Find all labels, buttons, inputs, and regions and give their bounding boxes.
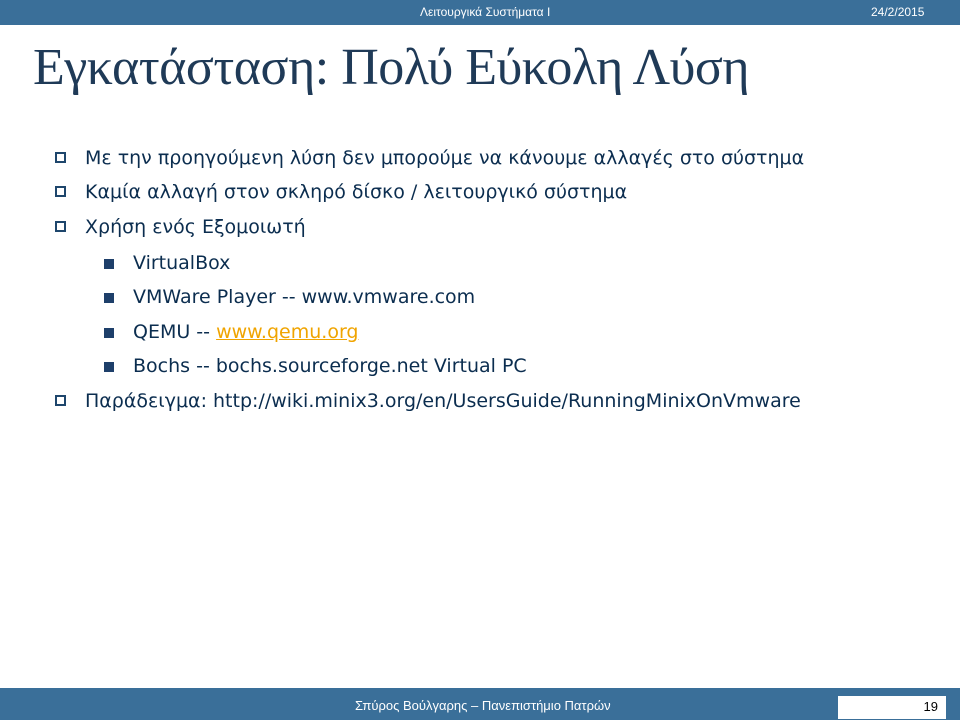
slide-date: 24/2/2015 xyxy=(871,5,925,19)
bullet-text: Με την προηγούμενη λύση δεν μπορούμε να κάνουμε αλλαγές στο σύστημα xyxy=(85,147,805,169)
course-title: Λειτουργικά Συστήματα Ι xyxy=(420,5,551,19)
page-number-box xyxy=(837,695,947,720)
footer-bar xyxy=(0,688,960,720)
bullet-text: Παράδειγμα: http://wiki.minix3.org/en/UsersGuide/RunningMinixOnVmware xyxy=(85,390,801,412)
bullet-text: Χρήση ενός Εξομοιωτή xyxy=(85,216,306,238)
filled-square-bullet-icon xyxy=(104,259,114,269)
hollow-square-bullet-icon xyxy=(55,395,66,406)
footer-author: Σπύρος Βούλγαρης – Πανεπιστήμιο Πατρών xyxy=(355,698,611,713)
hollow-square-bullet-icon xyxy=(55,152,66,163)
filled-square-bullet-icon xyxy=(104,328,114,338)
filled-square-bullet-icon xyxy=(104,293,114,303)
page-number: 19 xyxy=(923,699,938,714)
sub-bullet-text: VirtualBox xyxy=(133,252,231,274)
bullet-text: Καμία αλλαγή στον σκληρό δίσκο / λειτουργικό σύστημα xyxy=(85,181,628,203)
hollow-square-bullet-icon xyxy=(55,186,66,197)
sub-bullet-text xyxy=(133,320,358,344)
qemu-label: QEMU -- xyxy=(133,321,217,343)
hollow-square-bullet-icon xyxy=(55,221,66,232)
qemu-link[interactable]: www.qemu.org xyxy=(216,321,359,343)
slide-title: Εγκατάσταση: Πολύ Εύκολη Λύση xyxy=(33,39,750,96)
filled-square-bullet-icon xyxy=(104,362,114,372)
sub-bullet-text: Bochs -- bochs.sourceforge.net Virtual PC xyxy=(133,355,527,377)
sub-bullet-text: VMWare Player -- www.vmware.com xyxy=(133,286,476,308)
